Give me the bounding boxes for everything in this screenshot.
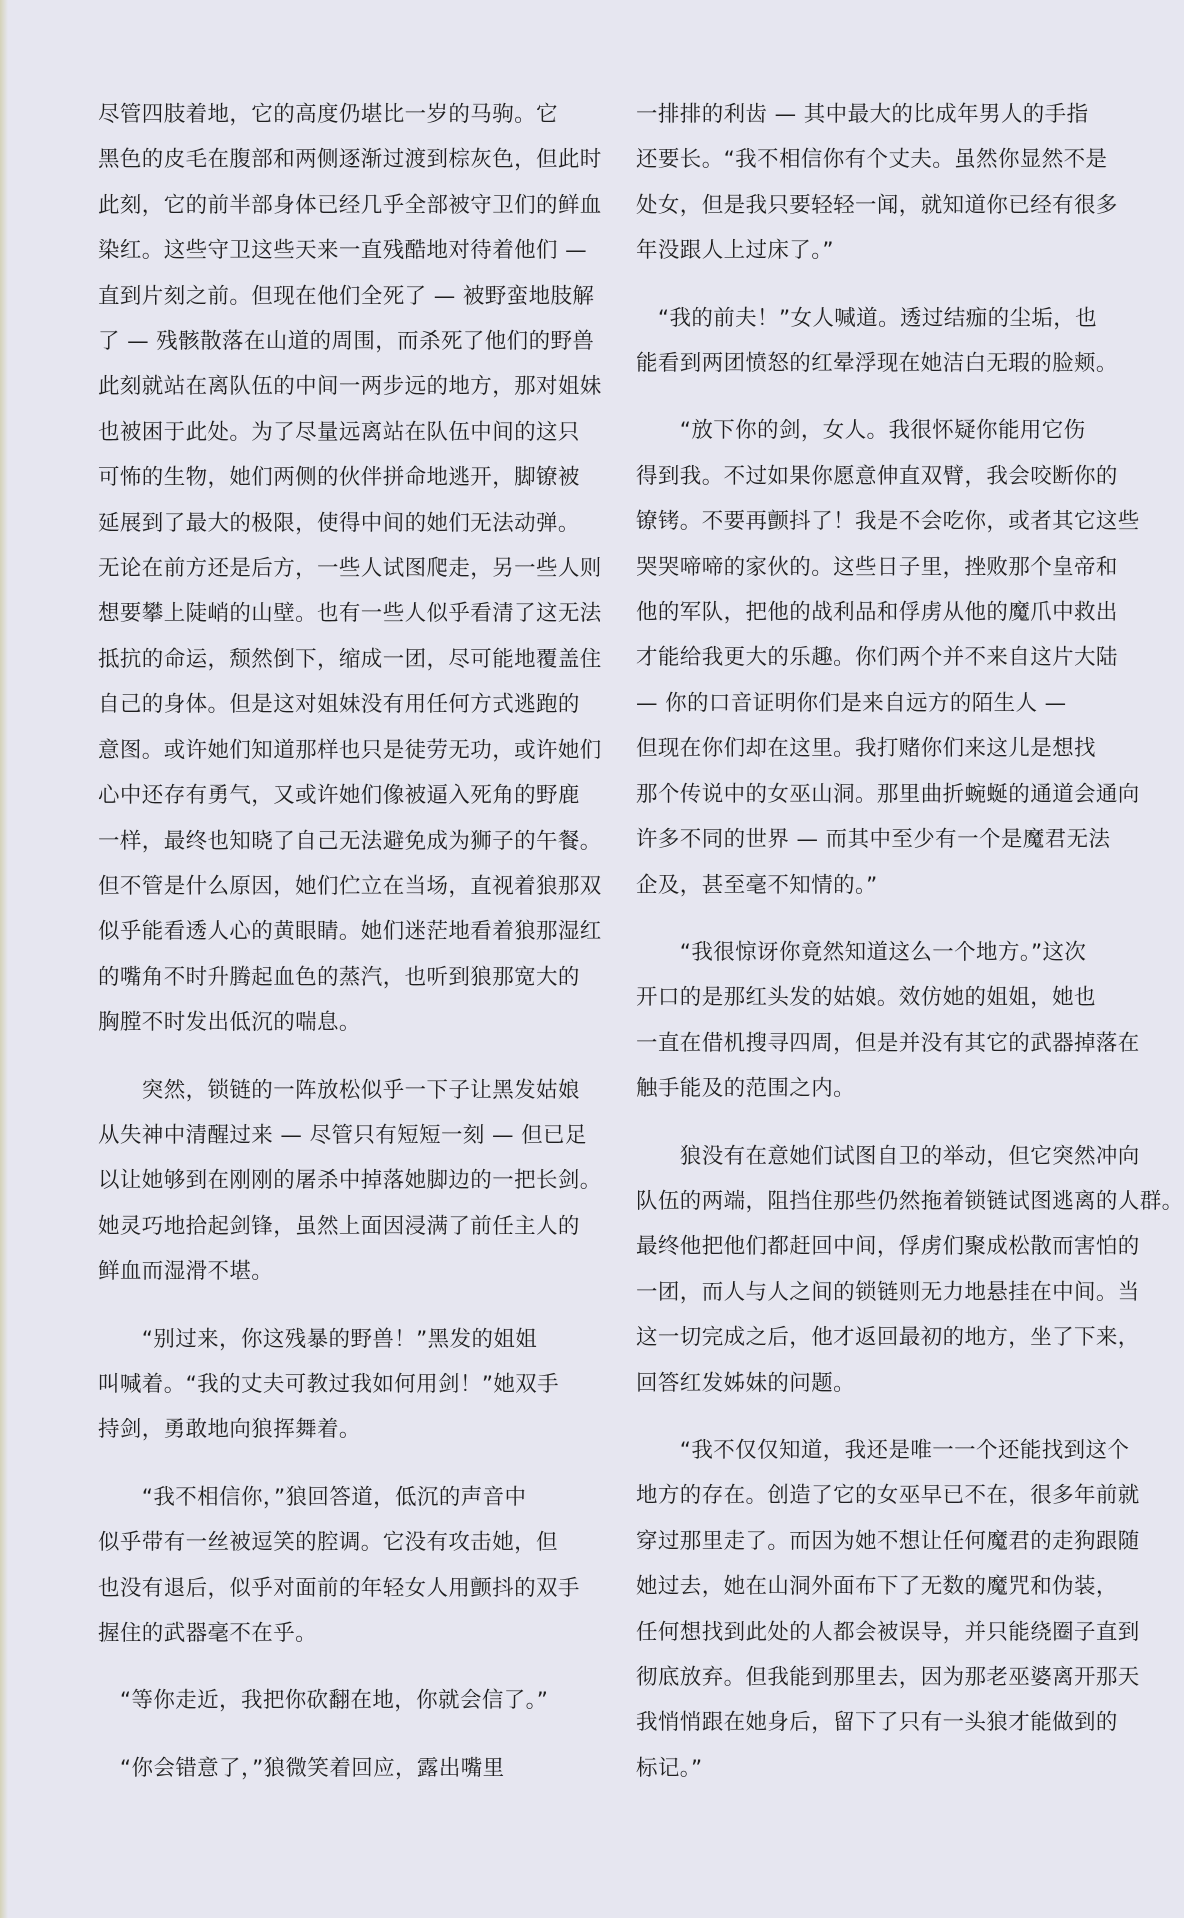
text-line: 最终他把他们都赶回中间，俘虏们聚成松散而害怕的 — [636, 1234, 1140, 1260]
text-line: 一直在借机搜寻四周，但是并没有其它的武器掉落在 — [636, 1030, 1140, 1056]
text-line: “放下你的剑，女人。我很怀疑你能用它伤 — [636, 418, 1086, 444]
paragraph-gap — [636, 908, 1176, 930]
text-line: 鲜血而湿滑不堪。 — [98, 1259, 274, 1285]
paragraph — [636, 1428, 1176, 1791]
text-line: 任何想找到此处的人都会被误导，并只能绕圈子直到 — [636, 1619, 1140, 1645]
paragraph-gap — [98, 1046, 613, 1068]
text-line: “别过来，你这残暴的野兽！”黑发的姐姐 — [98, 1326, 538, 1352]
text-line: 得到我。不过如果你愿意伸直双臂，我会咬断你的 — [636, 463, 1118, 489]
right-text-column — [636, 92, 1184, 1791]
text-line: 握住的武器毫不在乎。 — [98, 1621, 318, 1646]
text-line: 似乎带有一丝被逗笑的腔调。它没有攻击她，但 — [98, 1530, 558, 1556]
text-line: 开口的是那红头发的姑娘。效仿她的姐姐，她也 — [636, 985, 1096, 1011]
paragraph — [98, 1068, 613, 1295]
text-line: 抵抗的命运，颓然倒下，缩成一团，尽可能地覆盖住 — [98, 646, 602, 672]
text-line: 的嘴角不时升腾起血色的蒸汽，也听到狼那宽大的 — [98, 964, 580, 990]
text-line: 处女，但是我只要轻轻一闻，就知道你已经有很多 — [636, 192, 1118, 218]
text-line: 我悄悄跟在她身后，留下了只有一头狼才能做到的 — [636, 1710, 1118, 1736]
paragraph-gap — [98, 1295, 613, 1317]
text-line: 想要攀上陡峭的山壁。也有一些人似乎看清了这无法 — [98, 601, 602, 627]
paragraph-gap — [98, 1453, 613, 1475]
text-line: 标记。” — [636, 1755, 703, 1781]
text-line: “等你走近，我把你砍翻在地，你就会信了。” — [98, 1688, 549, 1714]
paragraph — [98, 1317, 613, 1453]
text-line: 一排排的利齿 — 其中最大的比成年男人的手指 — [636, 102, 1089, 127]
text-line: 那个传说中的女巫山洞。那里曲折蜿蜒的通道会通向 — [636, 781, 1140, 807]
text-line: 意图。或许她们知道那样也只是徒劳无功，或许她们 — [98, 737, 602, 763]
text-line: 胸膛不时发出低沉的喘息。 — [98, 1010, 361, 1036]
text-line: 才能给我更大的乐趣。你们两个并不来自这片大陆 — [636, 645, 1118, 671]
text-line: “你会错意了，”狼微笑着回应，露出嘴里 — [98, 1755, 505, 1781]
text-line: 但不管是什么原因，她们伫立在当场，直视着狼那双 — [98, 873, 602, 899]
text-line: 一样，最终也知晓了自己无法避免成为狮子的午餐。 — [98, 828, 602, 854]
paragraph — [98, 1746, 613, 1791]
text-line: 企及，甚至毫不知情的。” — [636, 872, 878, 898]
text-line: 突然，锁链的一阵放松似乎一下子让黑发姑娘 — [98, 1077, 580, 1103]
paragraph — [98, 1678, 613, 1723]
text-line: 延展到了最大的极限，使得中间的她们无法动弹。 — [98, 510, 580, 536]
paragraph — [636, 296, 1176, 387]
left-text-column — [98, 92, 613, 1791]
text-line: 一团，而人与人之间的锁链则无力地悬挂在中间。当 — [636, 1279, 1140, 1305]
text-line: 尽管四肢着地，它的高度仍堪比一岁的马驹。它 — [98, 102, 558, 127]
paragraph — [98, 1475, 613, 1657]
text-line: 这一切完成之后，他才返回最初的地方，坐了下来， — [636, 1325, 1140, 1351]
text-line: 哭哭啼啼的家伙的。这些日子里，挫败那个皇帝和 — [636, 554, 1118, 580]
text-line: 此刻，它的前半部身体已经几乎全部被守卫们的鲜血 — [98, 192, 602, 218]
text-line: 许多不同的世界 — 而其中至少有一个是魔君无法 — [636, 827, 1111, 853]
paragraph-gap — [636, 1406, 1176, 1428]
paragraph-gap — [636, 1112, 1176, 1134]
text-line: 能看到两团愤怒的红晕浮现在她洁白无瑕的脸颊。 — [636, 351, 1118, 377]
text-line: 了 — 残骸散落在山道的周围，而杀死了他们的野兽 — [98, 329, 595, 355]
text-line: 从失神中清醒过来 — 尽管只有短短一刻 — 但已足 — [98, 1122, 587, 1148]
text-line: 狼没有在意她们试图自卫的举动，但它突然冲向 — [636, 1143, 1140, 1169]
text-line: 回答红发姊妹的问题。 — [636, 1370, 856, 1396]
text-line: — 你的口音证明你们是来自远方的陌生人 — — [636, 690, 1067, 716]
text-line: 似乎能看透人心的黄眼睛。她们迷茫地看着狼那湿红 — [98, 919, 602, 945]
text-line: 彻底放弃。但我能到那里去，因为那老巫婆离开那天 — [636, 1665, 1140, 1690]
paragraph — [98, 92, 613, 1046]
text-line: 叫喊着。“我的丈夫可教过我如何用剑！”她双手 — [98, 1371, 560, 1397]
text-line: 以让她够到在刚刚的屠杀中掉落她脚边的一把长剑。 — [98, 1168, 602, 1194]
text-line: 他的军队，把他的战利品和俘虏从他的魔爪中救出 — [636, 600, 1118, 626]
text-line: 镣铐。不要再颤抖了！我是不会吃你，或者其它这些 — [636, 509, 1140, 535]
text-line: “我的前夫！”女人喊道。透过结痂的尘垢，也 — [636, 305, 1098, 331]
text-line: 她过去，她在山洞外面布下了无数的魔咒和伪装， — [636, 1574, 1118, 1600]
text-line: 持剑，勇敢地向狼挥舞着。 — [98, 1417, 361, 1443]
paragraph-gap — [636, 386, 1176, 408]
text-line: 自己的身体。但是这对姐妹没有用任何方式逃跑的 — [98, 692, 580, 718]
text-line: 染红。这些守卫这些天来一直残酷地对待着他们 — — [98, 238, 588, 264]
paragraph-gap — [636, 274, 1176, 296]
text-line: 心中还存有勇气，又或许她们像被逼入死角的野鹿 — [98, 783, 580, 809]
text-line: 无论在前方还是后方，一些人试图爬走，另一些人则 — [98, 556, 602, 582]
text-line: 也没有退后，似乎对面前的年轻女人用颤抖的双手 — [98, 1575, 580, 1601]
text-line: “我很惊讶你竟然知道这么一个地方。”这次 — [636, 939, 1087, 965]
text-line: 黑色的皮毛在腹部和两侧逐渐过渡到棕灰色，但此时 — [98, 147, 602, 173]
paragraph-gap — [98, 1656, 613, 1678]
text-line: 可怖的生物，她们两侧的伙伴拼命地逃开，脚镣被 — [98, 465, 580, 491]
text-line: 直到片刻之前。但现在他们全死了 — 被野蛮地肢解 — [98, 283, 595, 309]
text-line: 队伍的两端，阻挡住那些仍然拖着锁链试图逃离的人群。 — [636, 1188, 1184, 1214]
page-edge — [0, 0, 8, 1918]
paragraph — [636, 92, 1176, 274]
text-line: “我不相信你，”狼回答道，低沉的声音中 — [98, 1484, 527, 1510]
text-line: 年没跟人上过床了。” — [636, 238, 834, 264]
text-line: 也被困于此处。为了尽量远离站在队伍中间的这只 — [98, 419, 580, 445]
paragraph — [636, 408, 1176, 907]
text-line: 穿过那里走了。而因为她不想让任何魔君的走狗跟随 — [636, 1528, 1140, 1554]
paragraph — [636, 1134, 1184, 1406]
text-line: 还要长。“我不相信你有个丈夫。虽然你显然不是 — [636, 147, 1108, 173]
text-line: 此刻就站在离队伍的中间一两步远的地方，那对姐妹 — [98, 374, 602, 400]
text-line: 触手能及的范围之内。 — [636, 1076, 856, 1102]
text-line: “我不仅仅知道，我还是唯一一个还能找到这个 — [636, 1437, 1130, 1463]
text-line: 地方的存在。创造了它的女巫早已不在，很多年前就 — [636, 1483, 1140, 1509]
text-line: 她灵巧地拾起剑锋，虽然上面因浸满了前任主人的 — [98, 1213, 580, 1239]
text-line: 但现在你们却在这里。我打赌你们来这儿是想找 — [636, 736, 1096, 762]
paragraph — [636, 930, 1176, 1112]
paragraph-gap — [98, 1724, 613, 1746]
